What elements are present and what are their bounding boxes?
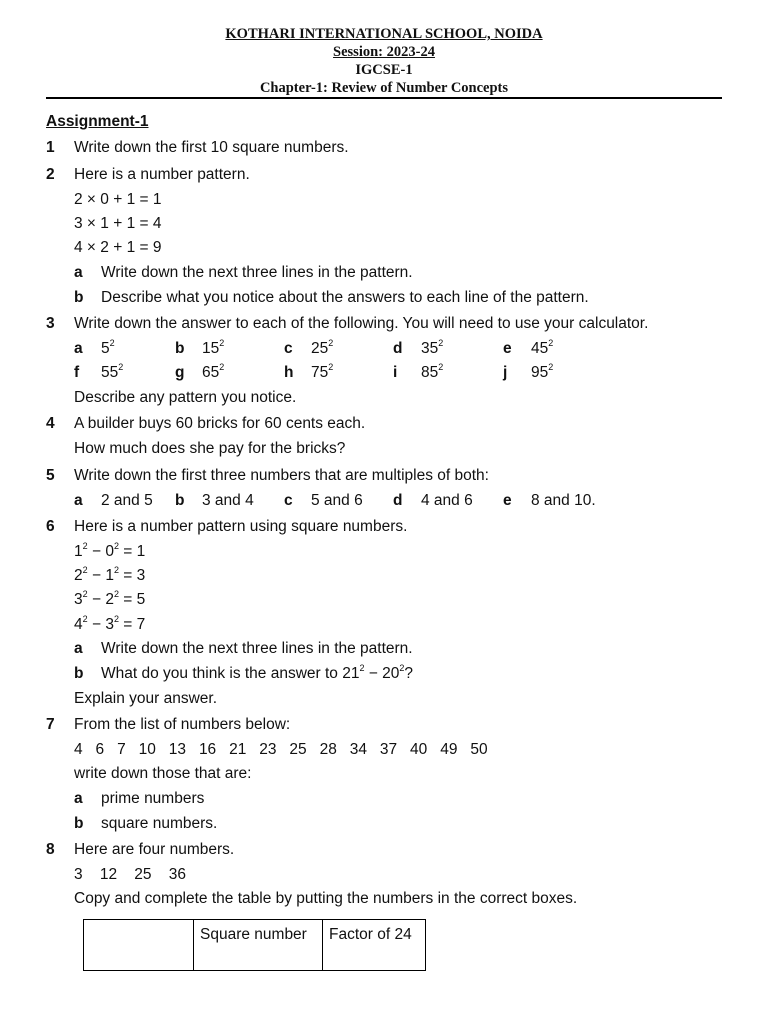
item-base: 85 <box>421 364 439 381</box>
pattern-text: $2^2 - 1^2 = 3$ <box>74 565 146 584</box>
question-number: 7 <box>46 716 55 733</box>
pattern-text: $4^2 - 3^2 = 7$ <box>74 614 146 633</box>
pattern-result: 3 <box>136 567 146 584</box>
item-value <box>101 339 115 359</box>
classification-table <box>83 919 426 971</box>
exponent: 2 <box>82 565 88 575</box>
item-label: a <box>74 340 83 357</box>
table-row <box>84 920 426 971</box>
pattern-base: 4 <box>74 616 83 633</box>
item-base: 25 <box>311 340 329 357</box>
assignment-title: Assignment-1 <box>46 113 149 130</box>
subquestion-label: b <box>74 665 84 682</box>
pattern-base: 3 <box>105 616 114 633</box>
question-text: Describe any pattern you notice. <box>74 389 297 406</box>
exponent: 2 <box>328 362 334 372</box>
question-number: 6 <box>46 518 55 535</box>
pattern-text: $3^2 - 2^2 = 5$ <box>74 589 146 608</box>
item-label: g <box>175 364 185 381</box>
exponent: 2 <box>113 589 119 599</box>
question-number: 2 <box>46 166 55 183</box>
item-value <box>202 363 224 383</box>
question-number: 5 <box>46 467 55 484</box>
question-number: 8 <box>46 841 55 858</box>
item-label: c <box>284 492 293 509</box>
pattern-result: 7 <box>136 616 146 633</box>
pattern-text: 3 × 1 + 1 = 4 <box>74 215 162 232</box>
question-text: Here are four numbers. <box>74 841 235 858</box>
item-label: e <box>503 340 512 357</box>
item-base: 65 <box>202 364 220 381</box>
subquestion-text-part: − 20 <box>364 665 400 682</box>
header-divider <box>46 97 722 99</box>
question-text: Here is a number pattern. <box>74 166 250 183</box>
pattern-base: 0 <box>105 543 114 560</box>
pattern-base: 2 <box>74 567 83 584</box>
item-base: 15 <box>202 340 220 357</box>
subquestion-text: prime numbers <box>101 790 205 807</box>
table-cell <box>84 920 194 971</box>
question-text: Write down the first 10 square numbers. <box>74 139 349 156</box>
exponent: 2 <box>548 362 554 372</box>
pattern-base: 1 <box>105 567 114 584</box>
table-header-square: Square number <box>194 920 323 971</box>
subquestion-text: square numbers. <box>101 815 218 832</box>
question-text: Write down the first three numbers that are multiples of both: <box>74 467 489 484</box>
item-label: h <box>284 364 294 381</box>
item-base: 5 <box>101 340 110 357</box>
subquestion-label: a <box>74 640 83 657</box>
item-base: 45 <box>531 340 549 357</box>
question-text: Explain your answer. <box>74 690 218 707</box>
item-value <box>101 363 123 383</box>
subquestion-text <box>101 664 413 684</box>
subquestion-label: a <box>74 264 83 281</box>
item-label: e <box>503 492 512 509</box>
question-text: Copy and complete the table by putting the numbers in the correct boxes. <box>74 890 578 907</box>
item-value <box>421 339 443 359</box>
question-number: 4 <box>46 415 55 432</box>
question-text: Write down the answer to each of the following. You will need to use your calculator. <box>74 315 649 332</box>
exponent: 2 <box>399 663 405 673</box>
item-label: j <box>503 364 508 381</box>
question-text: Here is a number pattern using square numbers. <box>74 518 408 535</box>
item-label: f <box>74 364 80 381</box>
exponent: 2 <box>438 338 444 348</box>
exponent: 2 <box>113 614 119 624</box>
number-list-text: 3 12 25 36 <box>74 866 187 883</box>
question-text: A builder buys 60 bricks for 60 cents each. <box>74 415 366 432</box>
exponent: 2 <box>438 362 444 372</box>
subquestion-text: Describe what you notice about the answers to each line of the pattern. <box>101 289 589 306</box>
item-value: 5 and 6 <box>311 492 363 509</box>
pattern-base: 3 <box>74 591 83 608</box>
item-label: c <box>284 340 293 357</box>
item-label: b <box>175 340 185 357</box>
exponent: 2 <box>219 362 225 372</box>
pattern-base: 2 <box>105 591 114 608</box>
subquestion-text-part: ? <box>404 665 414 682</box>
question-text: How much does she pay for the bricks? <box>74 440 346 457</box>
item-label: b <box>175 492 185 509</box>
item-label: d <box>393 492 403 509</box>
chapter-title: Chapter-1: Review of Number Concepts <box>259 80 509 96</box>
item-base: 55 <box>101 364 119 381</box>
item-value <box>202 339 224 359</box>
question-text: write down those that are: <box>74 765 252 782</box>
item-value <box>311 363 333 383</box>
item-label: a <box>74 492 83 509</box>
exponent: 2 <box>113 541 119 551</box>
pattern-base: 1 <box>74 543 83 560</box>
exponent: 2 <box>118 362 124 372</box>
exponent: 2 <box>328 338 334 348</box>
exponent: 2 <box>219 338 225 348</box>
pattern-text: 4 × 2 + 1 = 9 <box>74 239 162 256</box>
subquestion-text: Write down the next three lines in the pattern. <box>101 640 413 657</box>
pattern-text: $1^2 - 0^2 = 1$ <box>74 541 146 560</box>
item-value <box>531 363 553 383</box>
pattern-text: 2 × 0 + 1 = 1 <box>74 191 162 208</box>
item-value: 3 and 4 <box>202 492 254 509</box>
number-list-text: 4 6 7 10 13 16 21 23 25 28 34 37 40 49 50 <box>74 741 488 758</box>
pattern-result: 1 <box>136 543 146 560</box>
question-text: From the list of numbers below: <box>74 716 291 733</box>
subquestion-text-part: What do you think is the answer to 21 <box>101 665 360 682</box>
item-label: d <box>393 340 403 357</box>
session-label: Session: 2023-24 <box>333 44 435 60</box>
item-base: 75 <box>311 364 329 381</box>
item-label: i <box>393 364 398 381</box>
subquestion-label: b <box>74 289 84 306</box>
item-value <box>311 339 333 359</box>
exponent: 2 <box>548 338 554 348</box>
school-name: KOTHARI INTERNATIONAL SCHOOL, NOIDA <box>225 26 543 42</box>
exponent: 2 <box>109 338 115 348</box>
table-header-factor: Factor of 24 <box>323 920 426 971</box>
item-value <box>531 339 553 359</box>
item-base: 35 <box>421 340 439 357</box>
item-value: 4 and 6 <box>421 492 473 509</box>
question-number: 1 <box>46 139 55 156</box>
exponent: 2 <box>113 565 119 575</box>
course-label: IGCSE-1 <box>355 62 413 78</box>
exponent: 2 <box>82 541 88 551</box>
item-value: 2 and 5 <box>101 492 153 509</box>
exponent: 2 <box>359 663 365 673</box>
subquestion-label: a <box>74 790 83 807</box>
item-value: 8 and 10. <box>531 492 596 509</box>
subquestion-text: Write down the next three lines in the pattern. <box>101 264 413 281</box>
item-base: 95 <box>531 364 549 381</box>
subquestion-label: b <box>74 815 84 832</box>
question-number: 3 <box>46 315 55 332</box>
pattern-result: 5 <box>136 591 146 608</box>
exponent: 2 <box>82 589 88 599</box>
exponent: 2 <box>82 614 88 624</box>
item-value <box>421 363 443 383</box>
